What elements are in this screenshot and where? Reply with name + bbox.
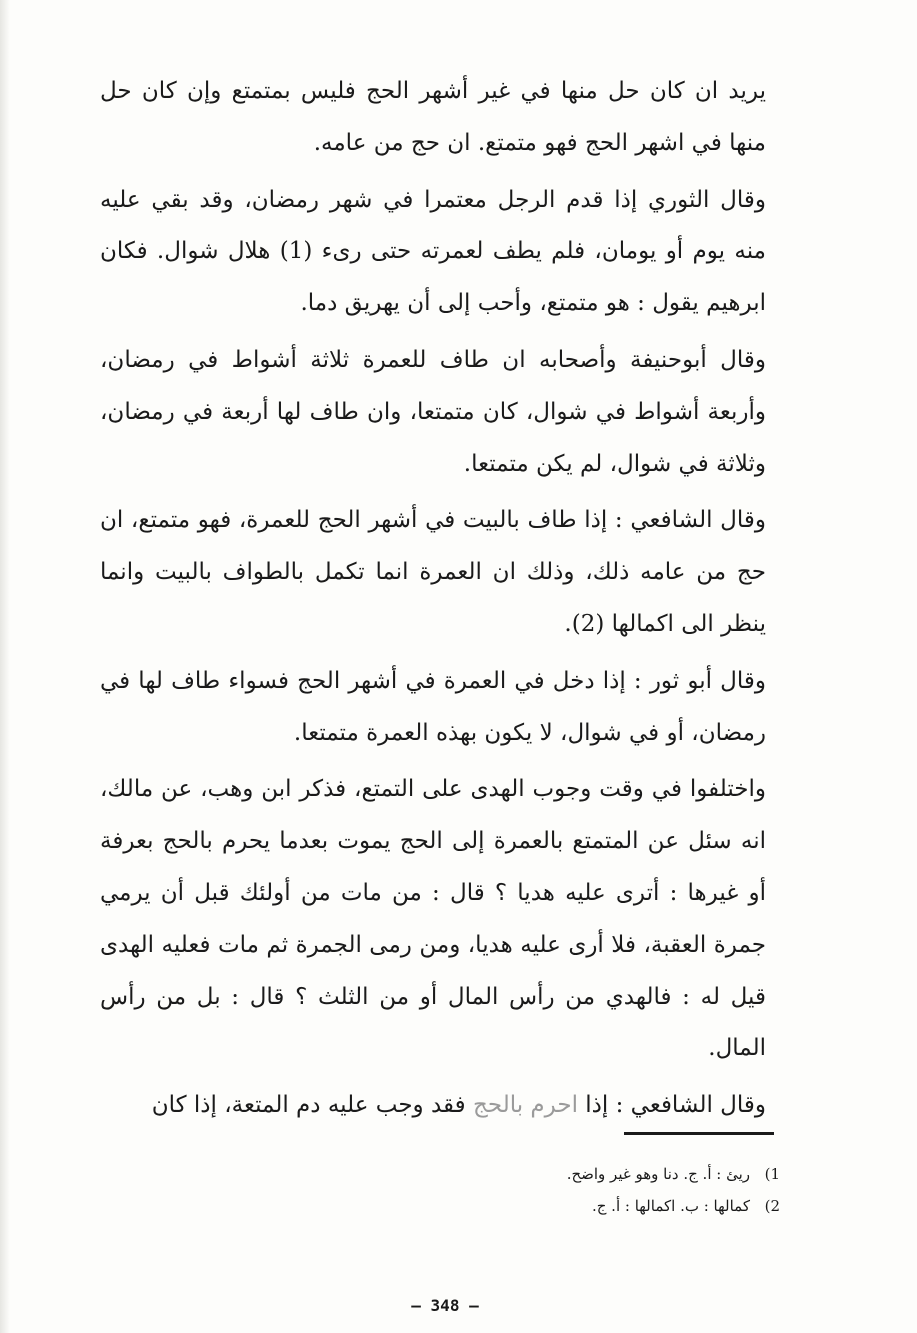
footnote-item [480,1190,780,1222]
paragraph: واختلفوا في وقت وجوب الهدى على التمتع، فذكر ابن وهب، عن مالك، انه سئل عن المتمتع بالعمرة إلى الحج يموت بعدما يحرم بالحج بعرفة أو غيرها : أترى عليه هديا ؟ قال : من مات من أولئك قبل أن يرمي جمرة العقبة، فلا أرى عليه هديا، ومن رمى الجمرة ثم مات فعليه الهدى قيل له : فالهدي من رأس المال أو من الثلث ؟ قال : بل من رأس المال. [100,776,766,1062]
footnote-text: ريئ : أ. ج. دنا وهو غير واضح. [566,1165,750,1183]
page-number: – 348 – [411,1296,479,1315]
footnote-item [480,1158,780,1190]
paragraph: وقال الثوري إذا قدم الرجل معتمرا في شهر رمضان، وقد بقي عليه منه يوم أو يومان، فلم يطف لعمرته حتى رىء (1) هلال شوال. فكان ابرهيم يقول : هو متمتع، وأحب إلى أن يهريق دما. [100,186,766,317]
paragraph: وقال الشافعي : إذا طاف بالبيت في أشهر الحج للعمرة، فهو متمتع، ان حج من عامه ذلك، وذلك ان العمرة انما تكمل بالطواف بالبيت وانما ينظر الى اكمالها (2). [100,507,766,637]
paragraph: وقال أبوحنيفة وأصحابه ان طاف للعمرة ثلاثة أشواط في رمضان، وأربعة أشواط في شوال، كان متمتعا، وان طاف لها أربعة في رمضان، وثلاثة في شوال، لم يكن متمتعا. [100,346,766,477]
paragraph-last-line [100,1080,766,1132]
footnote-text: كمالها : ب. اكمالها : أ. ج. [591,1197,750,1215]
last-line-end: فقد وجب عليه دم المتعة، إذا كان [151,1092,466,1119]
footnote-number: 2) [764,1197,780,1215]
footnote-divider [624,1132,774,1135]
footnotes [480,1158,780,1222]
paragraph: يريد ان كان حل منها في غير أشهر الحج فليس بمتمتع وإن كان حل منها في اشهر الحج فهو متمتع. ان حج من عامه. [100,78,766,156]
main-text [100,66,766,1137]
footnote-number: 1) [764,1165,780,1183]
last-line-faded-text: احرم بالحج [473,1092,578,1119]
paragraph: وقال أبو ثور : إذا دخل في العمرة في أشهر الحج فسواء طاف لها في رمضان، أو في شوال، لا يكون بهذه العمرة متمتعا. [100,667,766,746]
page-edge-shadow [0,0,10,1333]
last-line-start: وقال الشافعي : إذا [585,1092,766,1119]
